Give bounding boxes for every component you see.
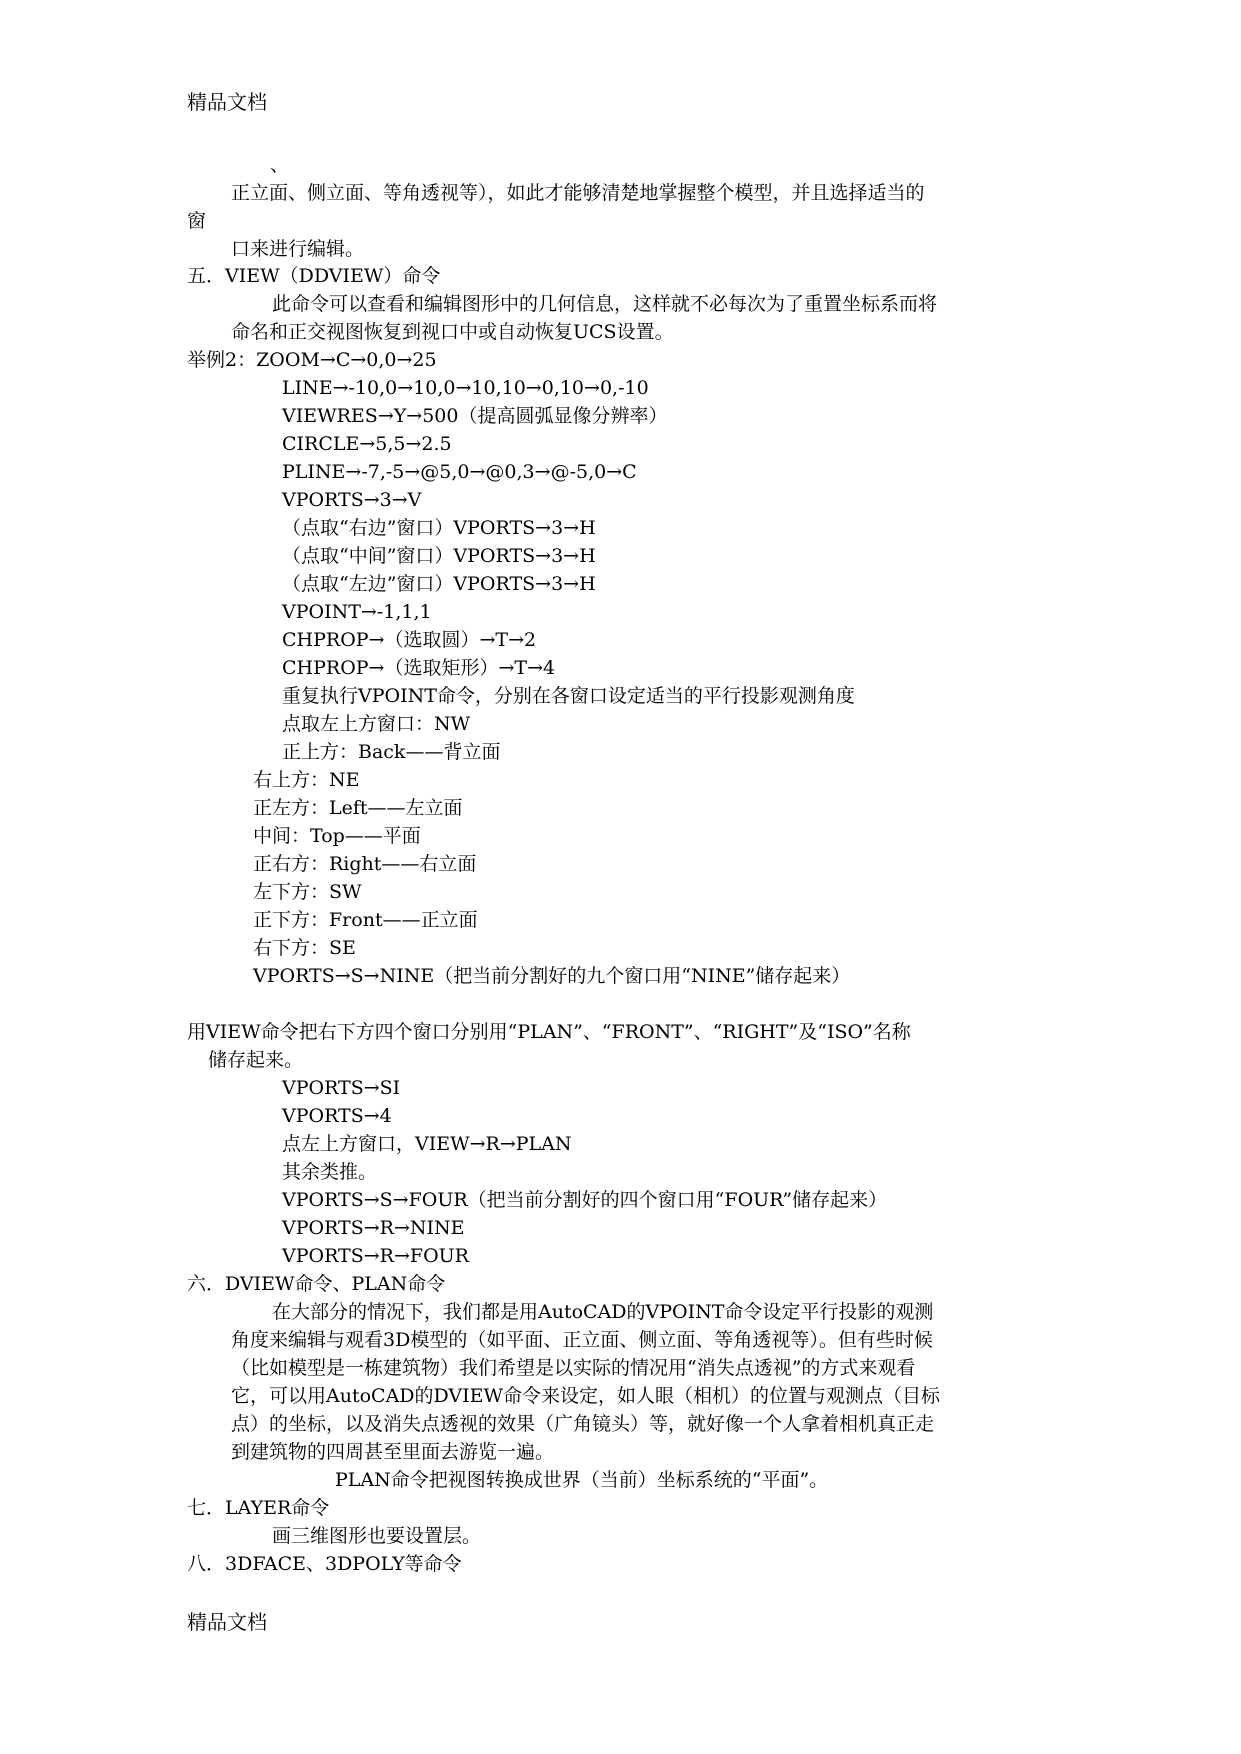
command-line: 点左上方窗口，VIEW→R→PLAN xyxy=(282,1133,572,1155)
example-heading: 举例2：ZOOM→C→0,0→25 xyxy=(187,349,437,371)
text-line: PLAN命令把视图转换成世界（当前）坐标系统的“平面”。 xyxy=(335,1469,829,1491)
view-line: 正左方：Left——左立面 xyxy=(253,797,463,819)
view-line: 正右方：Right——右立面 xyxy=(253,853,477,875)
command-line: （点取“中间”窗口）VPORTS→3→H xyxy=(282,545,596,567)
command-line: VPORTS→SI xyxy=(282,1077,401,1099)
text-line: 窗 xyxy=(187,210,207,232)
command-line: VPORTS→3→V xyxy=(282,489,422,511)
command-line: LINE→-10,0→10,0→10,10→0,10→0,-10 xyxy=(282,377,649,399)
text-line: 命名和正交视图恢复到视口中或自动恢复UCS设置。 xyxy=(231,321,674,343)
section-heading: 八．3DFACE、3DPOLY等命令 xyxy=(187,1553,462,1575)
text-line: 到建筑物的四周甚至里面去游览一遍。 xyxy=(231,1441,555,1463)
text-line: 在大部分的情况下，我们都是用AutoCAD的VPOINT命令设定平行投影的观测 xyxy=(272,1301,934,1323)
text-line: 储存起来。 xyxy=(208,1049,304,1071)
command-line: CIRCLE→5,5→2.5 xyxy=(282,433,452,455)
view-line: 左下方：SW xyxy=(253,881,362,903)
command-line: 重复执行VPOINT命令，分别在各窗口设定适当的平行投影观测角度 xyxy=(282,685,855,707)
command-line: VPORTS→R→FOUR xyxy=(282,1245,469,1267)
view-line: 正下方：Front——正立面 xyxy=(253,909,478,931)
text-line: 口来进行编辑。 xyxy=(231,238,365,260)
view-line: 中间：Top——平面 xyxy=(253,825,421,847)
command-line: 其余类推。 xyxy=(282,1161,378,1183)
page-footer: 精品文档 xyxy=(187,1610,267,1634)
view-line: 右上方：NE xyxy=(253,769,360,791)
section-heading: 七．LAYER命令 xyxy=(187,1497,330,1519)
command-line: VPORTS→4 xyxy=(282,1105,392,1127)
text-line: 正立面、侧立面、等角透视等），如此才能够清楚地掌握整个模型，并且选择适当的 xyxy=(231,182,925,204)
command-line: VPOINT→-1,1,1 xyxy=(282,601,432,623)
view-line: 右下方：SE xyxy=(253,937,356,959)
text-line: 角度来编辑与观看3D模型的（如平面、正立面、侧立面、等角透视等）。但有些时候 xyxy=(231,1329,933,1351)
text-line: 此命令可以查看和编辑图形中的几何信息，这样就不必每次为了重置坐标系而将 xyxy=(272,293,938,315)
section-heading: 六．DVIEW命令、PLAN命令 xyxy=(187,1273,446,1295)
command-line: CHPROP→（选取圆）→T→2 xyxy=(282,629,537,651)
command-line: （点取“右边”窗口）VPORTS→3→H xyxy=(282,517,596,539)
text-line: （比如模型是一栋建筑物）我们希望是以实际的情况用“消失点透视”的方式来观看 xyxy=(231,1357,916,1379)
command-line: 正上方：Back——背立面 xyxy=(282,741,501,763)
section-heading: 五．VIEW（DDVIEW）命令 xyxy=(187,265,441,287)
page-header: 精品文档 xyxy=(187,90,267,114)
text-line: 它，可以用AutoCAD的DVIEW命令来设定，如人眼（相机）的位置与观测点（目标 xyxy=(231,1385,941,1407)
view-line: VPORTS→S→NINE（把当前分割好的九个窗口用“NINE”储存起来） xyxy=(253,965,851,987)
command-line: CHPROP→（选取矩形）→T→4 xyxy=(282,657,556,679)
text-line: 用VIEW命令把右下方四个窗口分别用“PLAN”、“FRONT”、“RIGHT”及“ISO”名称 xyxy=(187,1021,911,1043)
command-line: 点取左上方窗口：NW xyxy=(282,713,471,735)
command-line: VPORTS→S→FOUR（把当前分割好的四个窗口用“FOUR”储存起来） xyxy=(282,1189,888,1211)
command-line: （点取“左边”窗口）VPORTS→3→H xyxy=(282,573,596,595)
command-line: PLINE→-7,-5→@5,0→@0,3→@-5,0→C xyxy=(282,461,637,483)
text-line: 、 xyxy=(270,154,290,176)
command-line: VIEWRES→Y→500（提高圆弧显像分辨率） xyxy=(282,405,668,427)
text-line: 画三维图形也要设置层。 xyxy=(272,1525,482,1547)
text-line: 点）的坐标，以及消失点透视的效果（广角镜头）等，就好像一个人拿着相机真正走 xyxy=(231,1413,935,1435)
command-line: VPORTS→R→NINE xyxy=(282,1217,465,1239)
